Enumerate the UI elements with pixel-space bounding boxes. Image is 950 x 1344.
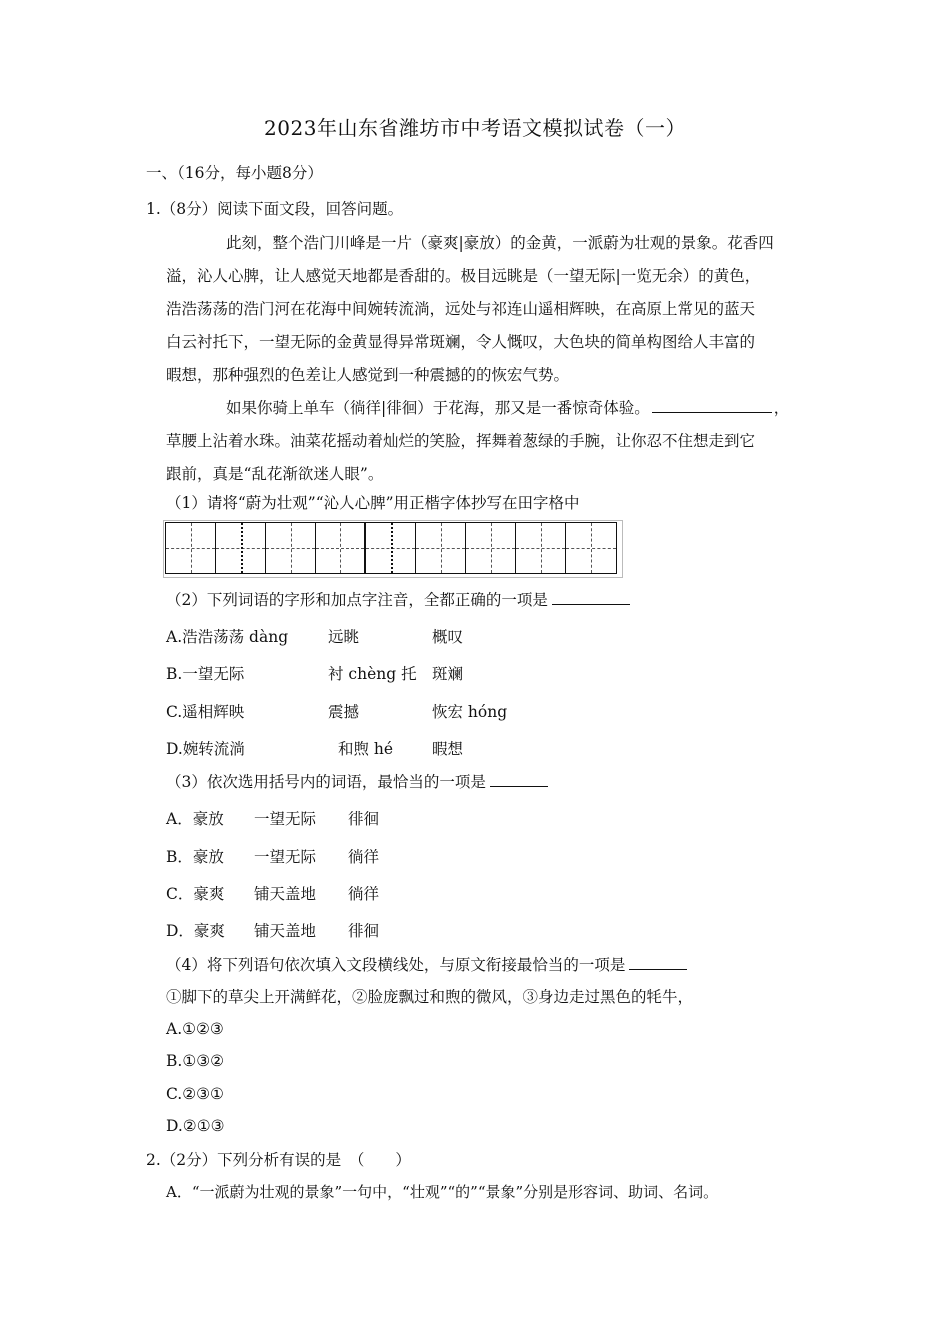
para1-line3: 浩浩荡荡的浩门河在花海中间婉转流淌，远处与祁连山遥相辉映，在高原上常见的蓝天 — [166, 300, 756, 318]
para2-line3: 跟前，真是“乱花渐欲迷人眼”。 — [166, 465, 384, 483]
grid-cell[interactable] — [316, 523, 366, 573]
grid-cell[interactable] — [166, 523, 216, 573]
answer-blank[interactable] — [552, 590, 630, 605]
sub3-option-a-word2: 一望无际 — [254, 810, 317, 828]
page-title: 2023年山东省潍坊市中考语文模拟试卷（一） — [264, 116, 686, 140]
sub3-option-d-word3: 徘徊 — [348, 922, 380, 940]
sub3-option-c-word3: 徜徉 — [348, 885, 380, 903]
subquestion-2 — [166, 590, 630, 610]
grid-cell[interactable] — [416, 523, 466, 573]
sub3-option-b-word3: 徜徉 — [348, 848, 380, 866]
question-1-heading: 1.（8分）阅读下面文段，回答问题。 — [146, 200, 404, 218]
para1-line1: 此刻，整个浩门川峰是一片（豪爽|豪放）的金黄，一派蔚为壮观的景象。花香四 — [226, 234, 774, 252]
para2-line1 — [226, 398, 789, 418]
sub2-option-a-word3: 概叹 — [432, 628, 464, 646]
sub4-sentences: ①脚下的草尖上开满鲜花，②脸庞飘过和煦的微风，③身边走过黑色的牦牛， — [166, 988, 694, 1006]
para1-line2: 溢，沁人心脾，让人感觉天地都是香甜的。极目远眺是（一望无际|一览无余）的黄色， — [166, 267, 761, 285]
sub3-option-a: A．豪放 — [166, 810, 224, 828]
sub2-option-d: D.婉转流淌 — [166, 740, 245, 758]
sub4-option-a: A.①②③ — [166, 1020, 224, 1038]
question-2-heading: 2.（2分）下列分析有误的是 （ ） — [146, 1151, 411, 1169]
section-heading: 一、（16分，每小题8分） — [146, 164, 323, 182]
sub2-option-b: B.一望无际 — [166, 665, 245, 683]
grid-cell[interactable] — [366, 523, 416, 573]
fill-blank[interactable] — [652, 398, 772, 413]
sub3-option-d: D．豪爽 — [166, 922, 225, 940]
sub4-option-d: D.②①③ — [166, 1117, 225, 1135]
sub3-option-c-word2: 铺天盖地 — [254, 885, 317, 903]
subquestion-1: （1）请将“蔚为壮观”“沁人心脾”用正楷字体抄写在田字格中 — [166, 494, 580, 512]
sub2-option-c-word3: 恢宏 hóng — [432, 703, 508, 721]
grid-cell[interactable] — [516, 523, 566, 573]
para2-comma: ， — [773, 399, 790, 417]
answer-blank[interactable] — [629, 955, 687, 970]
para1-line4: 白云衬托下，一望无际的金黄显得异常斑斓，令人慨叹，大色块的简单构图给人丰富的 — [166, 333, 756, 351]
subquestion-3 — [166, 772, 548, 792]
grid-cell[interactable] — [216, 523, 266, 573]
sub3-option-c: C．豪爽 — [166, 885, 225, 903]
sub3-option-b-word2: 一望无际 — [254, 848, 317, 866]
sub2-option-d-word3: 暇想 — [432, 740, 464, 758]
question-2-option-a: A．“一派蔚为壮观的景象”一句中，“壮观”“的”“景象”分别是形容词、助词、名词。 — [166, 1183, 719, 1201]
tianzige-grid[interactable] — [165, 522, 617, 574]
grid-cell[interactable] — [566, 523, 616, 573]
para1-line5: 暇想，那种强烈的色差让人感觉到一种震撼的的恢宏气势。 — [166, 366, 570, 384]
sub4-option-b: B.①③② — [166, 1052, 225, 1070]
sub2-option-a-word2: 远眺 — [328, 628, 360, 646]
sub2-option-c: C.遥相辉映 — [166, 703, 245, 721]
grid-cell[interactable] — [266, 523, 316, 573]
sub2-option-b-word3: 斑斓 — [432, 665, 464, 683]
grid-cell[interactable] — [466, 523, 516, 573]
subquestion-4 — [166, 955, 687, 975]
subquestion-4-text: （4）将下列语句依次填入文段横线处，与原文衔接最恰当的一项是 — [166, 956, 626, 974]
sub3-option-b: B．豪放 — [166, 848, 224, 866]
sub2-option-b-word2: 衬 chèng 托 — [328, 665, 417, 683]
sub2-option-a: A.浩浩荡荡 dàng — [166, 628, 289, 646]
answer-blank[interactable] — [490, 772, 548, 787]
sub2-option-c-word2: 震撼 — [328, 703, 360, 721]
sub2-option-d-word2: 和煦 hé — [338, 740, 394, 758]
subquestion-2-text: （2）下列词语的字形和加点字注音，全都正确的一项是 — [166, 591, 548, 609]
para2-text: 如果你骑上单车（徜徉|徘徊）于花海，那又是一番惊奇体验。 — [226, 399, 650, 417]
sub3-option-d-word2: 铺天盖地 — [254, 922, 317, 940]
para2-line2: 草腰上沾着水珠。油菜花摇动着灿烂的笑脸，挥舞着葱绿的手腕，让你忍不住想走到它 — [166, 432, 756, 450]
subquestion-3-text: （3）依次选用括号内的词语，最恰当的一项是 — [166, 773, 486, 791]
sub3-option-a-word3: 徘徊 — [348, 810, 380, 828]
sub4-option-c: C.②③① — [166, 1085, 224, 1103]
